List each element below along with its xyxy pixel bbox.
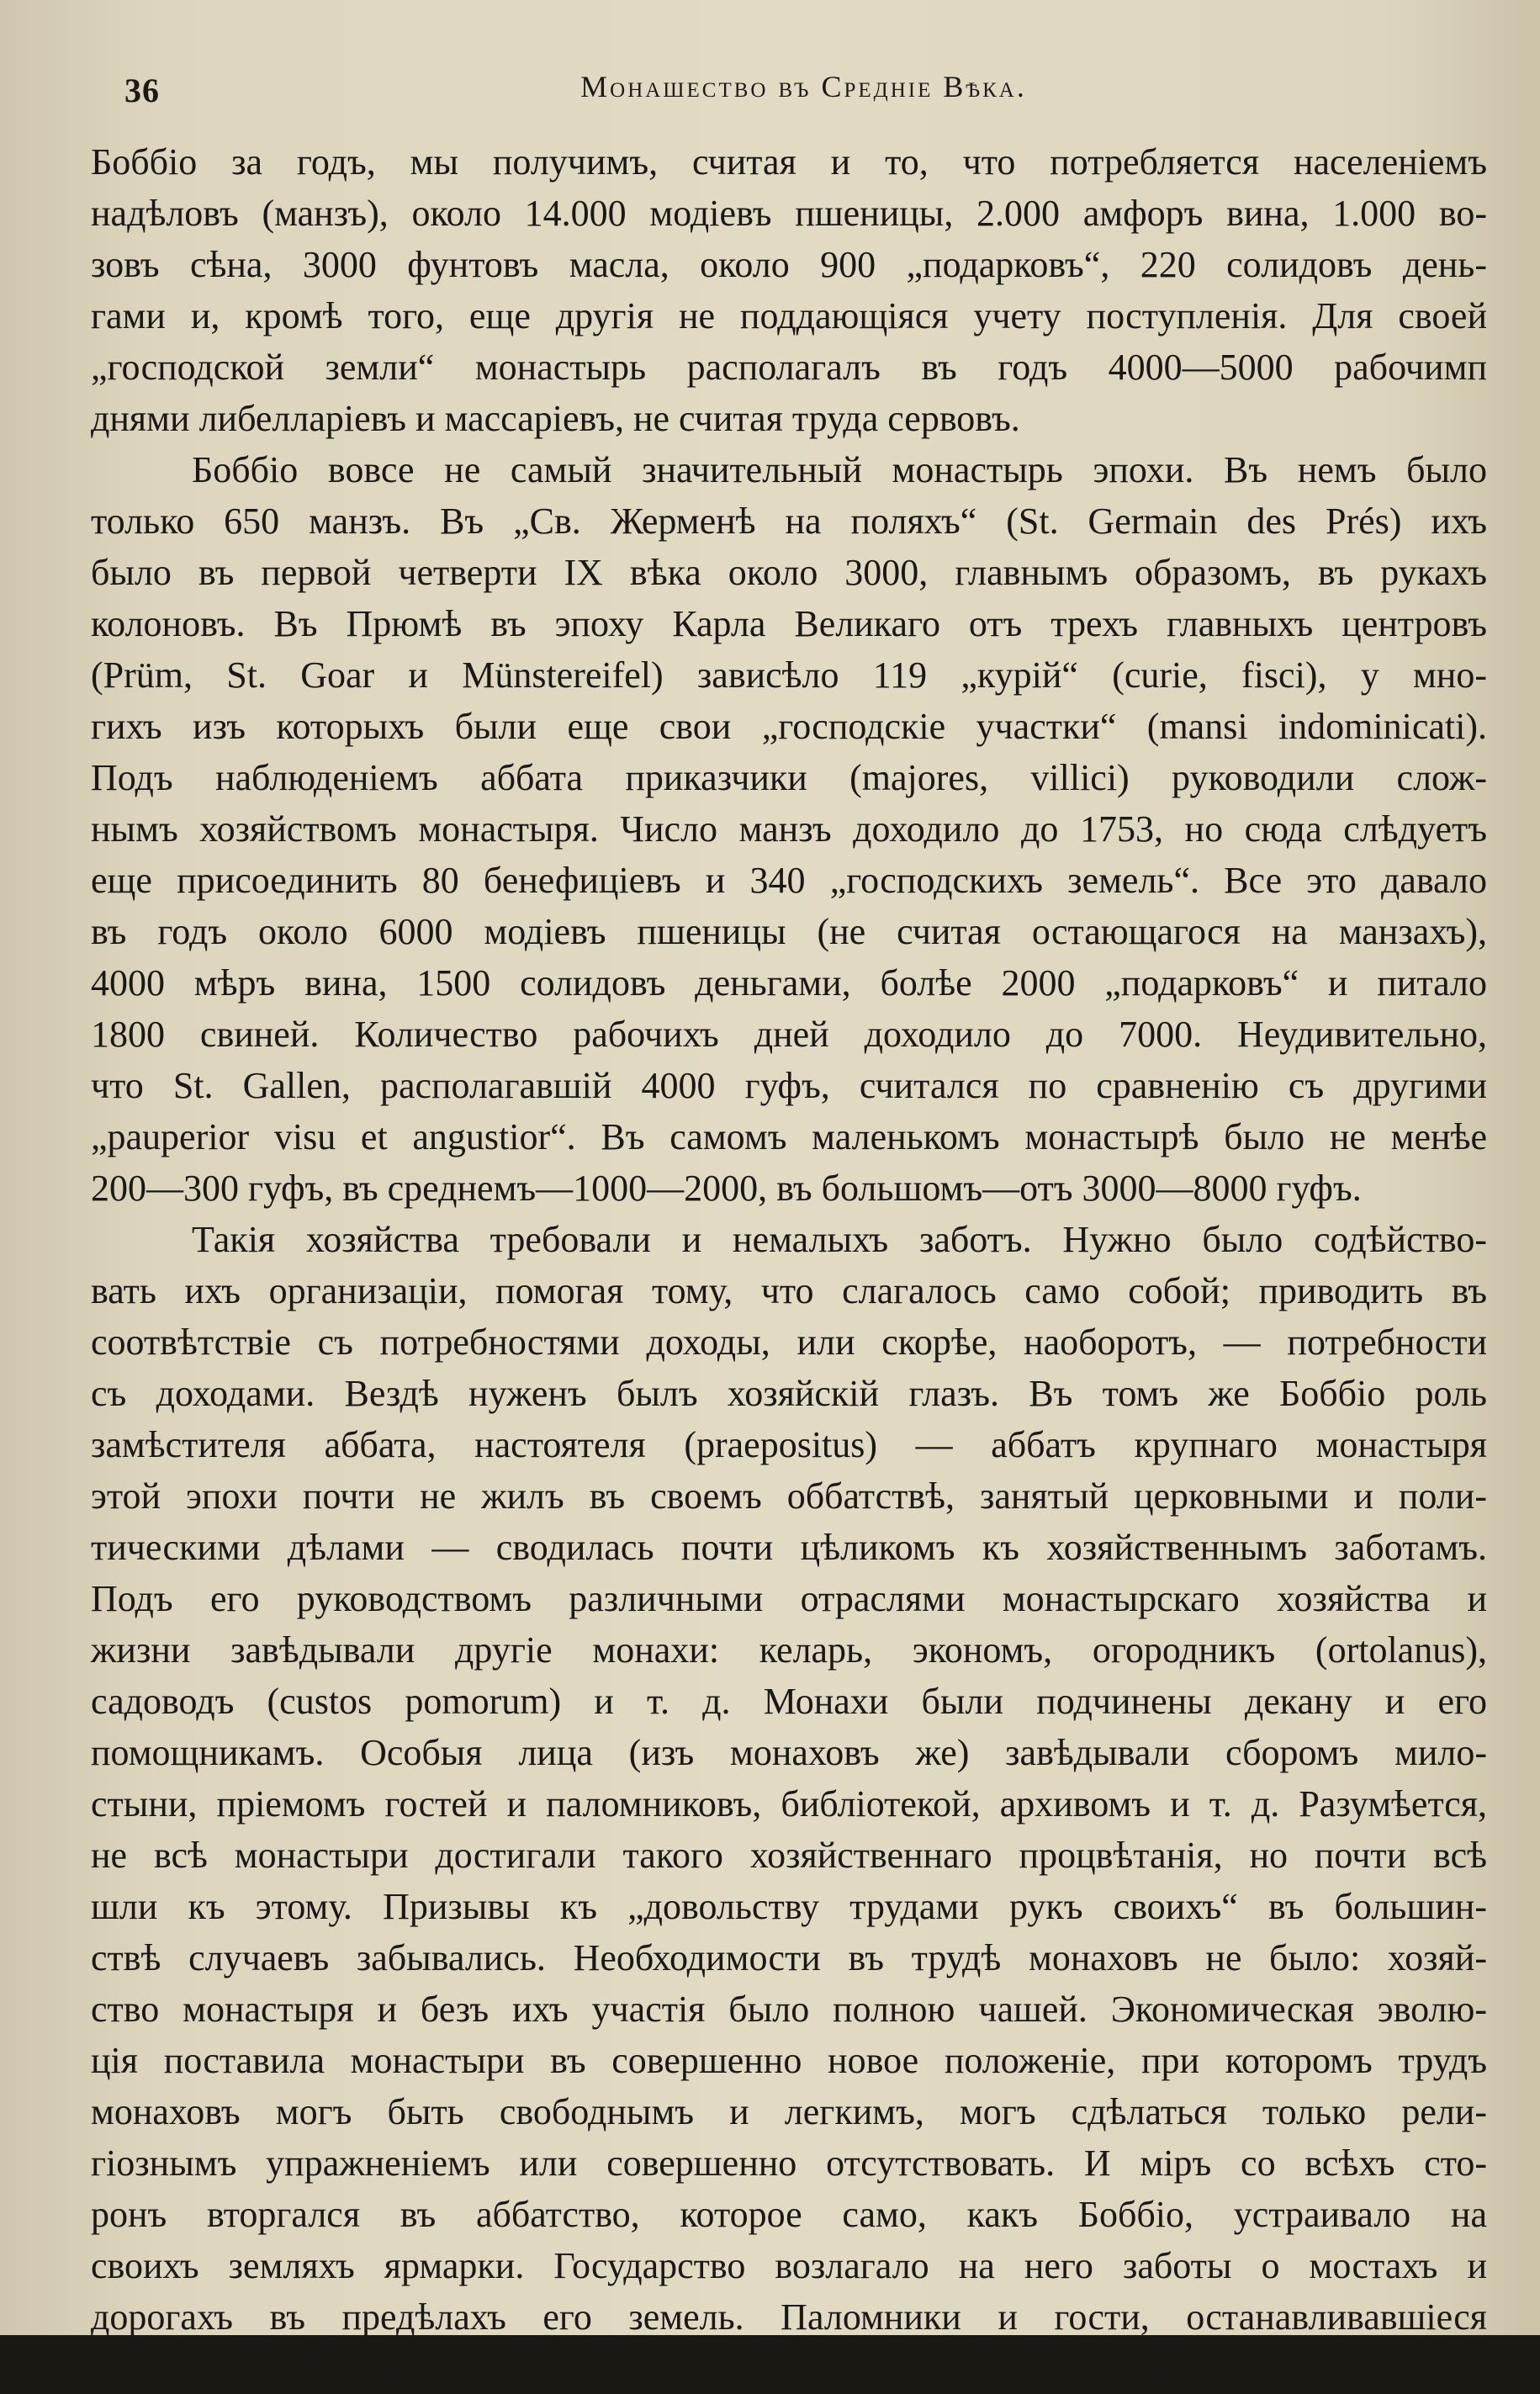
text-line: этой эпохи почти не жилъ въ своемъ оббатствѣ, занятый церковными и поли- <box>91 1475 1487 1517</box>
text-line: монаховъ могъ быть свободнымъ и легкимъ, могъ сдѣлаться только рели- <box>91 2091 1487 2132</box>
text-line: (Prüm, St. Goar и Münstereifel) зависѣло 119 „курій“ (curie, fisci), у мно- <box>91 654 1487 696</box>
text-line: было въ первой четверти IX вѣка около 3000, главнымъ образомъ, въ рукахъ <box>91 552 1487 593</box>
text-line: не всѣ монастыри достигали такого хозяйственнаго процвѣтанія, но почти всѣ <box>91 1835 1487 1876</box>
text-line: съ доходами. Вездѣ нуженъ былъ хозяйскій глазъ. Въ томъ же Боббіо роль <box>91 1373 1487 1414</box>
text-line: Боббіо вовсе не самый значительный монастырь эпохи. Въ немъ было <box>192 449 1487 490</box>
text-line: 1800 свиней. Количество рабочихъ дней доходило до 7000. Неудивительно, <box>91 1014 1487 1055</box>
text-line: стыни, пріемомъ гостей и паломниковъ, библіотекой, архивомъ и т. д. Разумѣется, <box>91 1783 1487 1825</box>
text-line: гами и, кромѣ того, еще другія не поддающіяся учету поступленія. Для своей <box>91 295 1487 336</box>
text-line: Подъ наблюденіемъ аббата приказчики (majores, villici) руководили слож- <box>91 757 1487 798</box>
running-head: Монашество въ Средніе Вѣка. <box>580 70 1027 103</box>
text-line: гіознымъ упражненіемъ или совершенно отсутствовать. И міръ со всѣхъ сто- <box>91 2142 1487 2184</box>
text-line: „pauperior visu et angustior“. Въ самомъ маленькомъ монастырѣ было не менѣе <box>91 1116 1487 1157</box>
text-line: въ годъ около 6000 модіевъ пшеницы (не считая остающагося на манзахъ), <box>91 911 1487 952</box>
text-line: ство монастыря и безъ ихъ участія было полною чашей. Экономическая эволю- <box>91 1989 1487 2030</box>
text-line: днями либелларіевъ и массаріевъ, не считая труда сервовъ. <box>91 398 1020 439</box>
text-line: тическими дѣлами — сводилась почти цѣликомъ къ хозяйственнымъ заботамъ. <box>91 1527 1487 1568</box>
text-line: садоводъ (custos pomorum) и т. д. Монахи были подчинены декану и его <box>91 1681 1487 1722</box>
text-line: 200—300 гуфъ, въ среднемъ—1000—2000, въ большомъ—отъ 3000—8000 гуфъ. <box>91 1168 1362 1209</box>
text-line: ція поставила монастыри въ совершенно новое положеніе, при которомъ трудъ <box>91 2040 1487 2081</box>
text-line: что St. Gallen, располагавшій 4000 гуфъ, считался по сравненію съ другими <box>91 1065 1487 1106</box>
text-line: ствѣ случаевъ забывались. Необходимости въ трудѣ монаховъ не было: хозяй- <box>91 1937 1487 1978</box>
text-line: Подъ его руководствомъ различными отраслями монастырскаго хозяйства и <box>91 1578 1487 1619</box>
text-line: вать ихъ организаціи, помогая тому, что слагалось само собой; приводить въ <box>91 1270 1487 1311</box>
text-line: шли къ этому. Призывы къ „довольству трудами рукъ своихъ“ въ большин- <box>91 1886 1487 1927</box>
text-line: соотвѣтствіе съ потребностями доходы, или скорѣе, наоборотъ, — потребности <box>91 1321 1487 1363</box>
text-line: въ монастырѣ, говорили о мірѣ и сами были частью постоянно бѣгущей черезъ <box>91 2348 1487 2389</box>
text-line: нымъ хозяйствомъ монастыря. Число манзъ доходило до 1753, но сюда слѣдуетъ <box>91 808 1487 850</box>
text-line: „господской земли“ монастырь располагалъ въ годъ 4000—5000 рабочимп <box>91 347 1487 388</box>
text-line: зовъ сѣна, 3000 фунтовъ масла, около 900 „подарковъ“, 220 солидовъ день- <box>91 244 1487 285</box>
text-line: 4000 мѣръ вина, 1500 солидовъ деньгами, болѣе 2000 „подарковъ“ и питало <box>91 962 1487 1004</box>
text-line: только 650 манзъ. Въ „Св. Жерменѣ на поляхъ“ (St. Germain des Prés) ихъ <box>91 501 1487 542</box>
text-line: жизни завѣдывали другіе монахи: келарь, экономъ, огородникъ (ortolanus), <box>91 1629 1487 1671</box>
text-line: замѣстителя аббата, настоятеля (praepositus) — аббатъ крупнаго монастыря <box>91 1424 1487 1465</box>
text-line: своихъ земляхъ ярмарки. Государство возлагало на него заботы о мостахъ и <box>91 2245 1487 2286</box>
text-line: колоновъ. Въ Прюмѣ въ эпоху Карла Великаго отъ трехъ главныхъ центровъ <box>91 603 1487 644</box>
text-line: помощникамъ. Особыя лица (изъ монаховъ же) завѣдывали сборомъ мило- <box>91 1732 1487 1773</box>
text-line: Боббіо за годъ, мы получимъ, считая и то, что потребляется населеніемъ <box>91 141 1487 183</box>
text-line: дорогахъ въ предѣлахъ его земель. Паломники и гости, останавливавшіеся <box>91 2296 1487 2338</box>
text-line: надѣловъ (манзъ), около 14.000 модіевъ пшеницы, 2.000 амфоръ вина, 1.000 во- <box>91 193 1487 234</box>
body-text <box>91 136 1487 2394</box>
page-number: 36 <box>124 72 160 109</box>
text-line: еще присоединить 80 бенефиціевъ и 340 „господскихъ земель“. Все это давало <box>91 860 1487 901</box>
page-header <box>118 66 1490 116</box>
text-line: ронъ вторгался въ аббатство, которое само, какъ Боббіо, устраивало на <box>91 2194 1487 2235</box>
text-line: Такія хозяйства требовали и немалыхъ заботъ. Нужно было содѣйство- <box>192 1219 1487 1260</box>
text-line: гихъ изъ которыхъ были еще свои „господскіе участки“ (mansi indominicati). <box>91 706 1487 747</box>
